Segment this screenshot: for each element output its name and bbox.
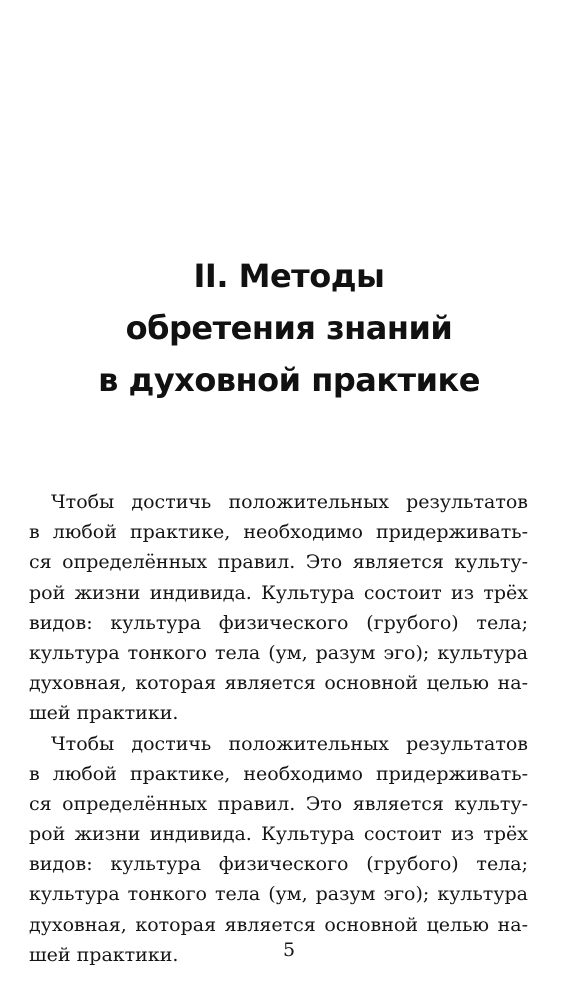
text-line: культура тонкого тела (ум, разум эго); культура xyxy=(29,641,528,664)
text-line: шей практики. xyxy=(29,702,179,725)
text-line: Чтобы достичь положительных результатов xyxy=(51,732,528,755)
text-line: ся определённых правил. Это является культу- xyxy=(29,792,528,815)
chapter-title-line: в духовной практике xyxy=(98,361,480,399)
chapter-title-line: обретения знаний xyxy=(125,309,453,347)
text-line: ся определённых правил. Это является культу- xyxy=(29,551,528,574)
text-line: видов: культура физического (грубого) тела; xyxy=(29,611,528,634)
text-line: духовная, которая является основной целью на- xyxy=(29,913,528,936)
text-line: шей практики. xyxy=(29,943,179,966)
text-line: культура тонкого тела (ум, разум эго); культура xyxy=(29,883,528,906)
text-line: в любой практике, необходимо придерживать- xyxy=(29,521,528,544)
chapter-title xyxy=(0,250,578,406)
page-number: 5 xyxy=(282,939,296,961)
body-text xyxy=(29,487,528,970)
text-line: в любой практике, необходимо придерживать- xyxy=(29,762,528,785)
text-line: духовная, которая является основной целью на- xyxy=(29,672,528,695)
paragraph xyxy=(29,487,528,729)
text-line: рой жизни индивида. Культура состоит из трёх xyxy=(29,581,528,604)
text-line: Чтобы достичь положительных результатов xyxy=(51,491,528,513)
chapter-title-line: II. Методы xyxy=(193,257,385,295)
text-line: рой жизни индивида. Культура состоит из трёх xyxy=(29,823,528,846)
text-line: видов: культура физического (грубого) тела; xyxy=(29,853,528,876)
paragraph xyxy=(29,729,528,971)
